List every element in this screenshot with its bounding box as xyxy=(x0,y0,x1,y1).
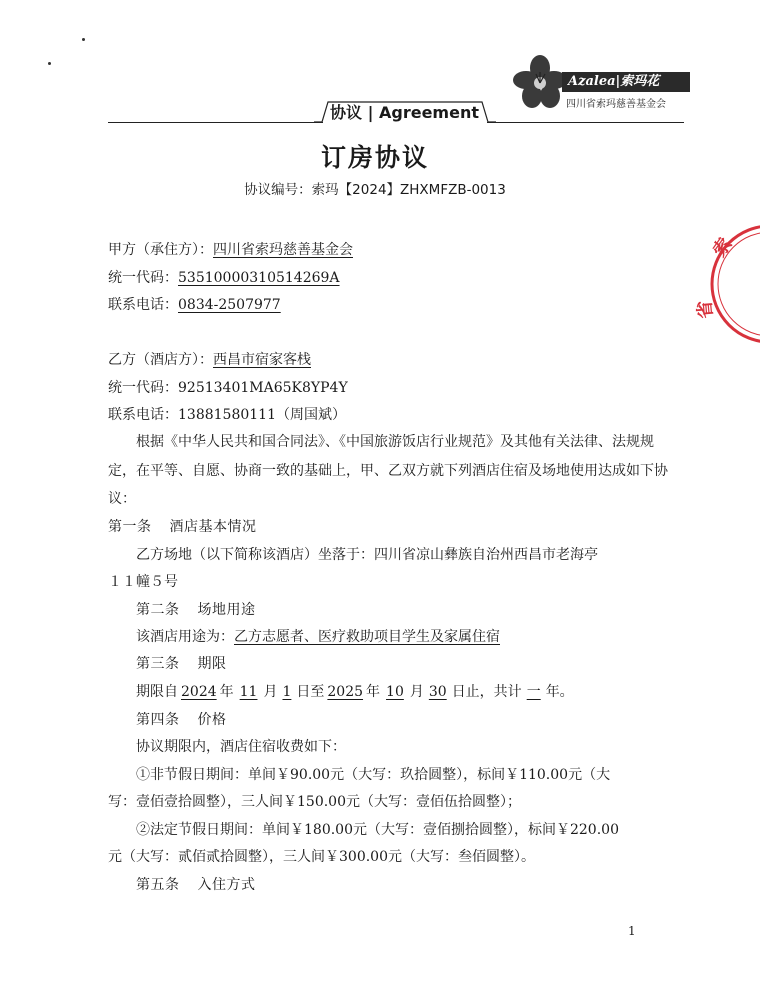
article-1-number: 第一条 xyxy=(108,519,152,535)
article-4-item-1-line-1: ①非节假日期间：单间￥90.00元（大写：玖拾圆整），标间￥110.00元（大 xyxy=(136,767,611,783)
party-a-name-value: 四川省索玛慈善基金会 xyxy=(213,242,353,258)
article-4-title: 价格 xyxy=(197,712,227,728)
term-text-year: 年 xyxy=(219,684,234,700)
party-a-code-label: 统一代码： xyxy=(108,270,178,286)
azalea-flower-icon xyxy=(510,52,570,112)
article-2-title: 场地用途 xyxy=(197,602,256,618)
article-4-number: 第四条 xyxy=(136,712,180,728)
header-tab xyxy=(314,100,496,126)
party-b-code-value: 92513401MA65K8YP4Y xyxy=(178,380,348,396)
article-4-intro: 协议期限内，酒店住宿收费如下： xyxy=(136,739,346,755)
article-1-heading xyxy=(108,517,257,537)
page-number: 1 xyxy=(628,924,636,938)
term-text-month-2: 月 xyxy=(409,684,424,700)
article-1-line-2: １１幢５号 xyxy=(108,574,178,590)
article-3-heading xyxy=(136,654,227,674)
article-4-heading xyxy=(136,710,227,730)
article-3-title: 期限 xyxy=(197,656,227,672)
svg-text:省: 省 xyxy=(694,299,717,320)
article-4-item-2-line-1: ②法定节假日期间：单间￥180.00元（大写：壹佰捌拾圆整），标间￥220.00 xyxy=(136,822,619,838)
party-a-name-label: 甲方（承住方）： xyxy=(108,242,213,258)
article-1-line-1: 乙方场地（以下简称该酒店）坐落于：四川省凉山彝族自治州西昌市老海亭 xyxy=(136,547,598,563)
party-b-name-row xyxy=(108,350,311,370)
party-a-phone-label: 联系电话： xyxy=(108,297,178,313)
article-3-text xyxy=(136,682,574,702)
party-b-phone-value: 13881580111（周国斌） xyxy=(178,407,346,423)
party-b-name-label: 乙方（酒店方）： xyxy=(108,352,213,368)
party-a-name-row xyxy=(108,240,353,260)
term-text-years: 年。 xyxy=(545,684,574,700)
foundation-logo xyxy=(510,52,690,114)
page-title: 订房协议 xyxy=(320,143,429,172)
term-start-month: 11 xyxy=(239,684,258,700)
party-b-phone-label: 联系电话： xyxy=(108,407,178,423)
term-text-from: 期限自 xyxy=(136,684,178,700)
term-start-day: 1 xyxy=(282,684,292,700)
party-b-phone-row xyxy=(108,405,346,425)
header-label: 协议 | Agreement xyxy=(330,103,479,122)
article-1-title: 酒店基本情况 xyxy=(169,519,257,535)
scan-speck xyxy=(82,38,85,41)
article-5-heading xyxy=(136,875,256,895)
party-a-phone-row xyxy=(108,295,281,315)
article-2-text-value: 乙方志愿者、医疗救助项目学生及家属住宿 xyxy=(234,629,500,645)
party-b-name-value: 西昌市宿家客栈 xyxy=(213,352,311,368)
article-2-text xyxy=(136,627,500,647)
term-end-year: 2025 xyxy=(327,684,364,700)
logo-brand-text: Azalea|索玛花 xyxy=(562,72,690,92)
article-3-number: 第三条 xyxy=(136,656,180,672)
party-a-phone-value: 0834-2507977 xyxy=(178,297,281,313)
party-a-code-value: 53510000310514269A xyxy=(178,270,340,286)
article-4-item-1-line-2: 写：壹佰壹拾圆整），三人间￥150.00元（大写：壹佰伍拾圆整）； xyxy=(108,794,521,810)
red-seal-stamp xyxy=(694,218,760,348)
article-5-title: 入住方式 xyxy=(197,877,256,893)
term-text-year-2: 年 xyxy=(366,684,381,700)
svg-text:索: 索 xyxy=(708,234,737,261)
article-2-heading xyxy=(136,600,256,620)
term-end-day: 30 xyxy=(428,684,447,700)
article-5-number: 第五条 xyxy=(136,877,180,893)
article-2-number: 第二条 xyxy=(136,602,180,618)
term-text-month: 月 xyxy=(263,684,278,700)
scan-speck xyxy=(48,62,51,65)
term-text-to: 日至 xyxy=(296,684,325,700)
article-4-item-2-line-2: 元（大写：贰佰贰拾圆整），三人间￥300.00元（大写：叁佰圆整）。 xyxy=(108,849,535,865)
party-b-code-label: 统一代码： xyxy=(108,380,178,396)
preamble-paragraph: 根据《中华人民共和国合同法》、《中国旅游饭店行业规范》及其他有关法律、法规规定，在平等、自愿、协商一致的基础上，甲、乙双方就下列酒店住宿及场地使用达成如下协议： xyxy=(108,434,668,507)
party-b-code-row xyxy=(108,378,348,398)
agreement-number: 协议编号：索玛【2024】ZHXMFZB-0013 xyxy=(244,182,506,198)
term-text-total: 日止，共计 xyxy=(451,684,522,700)
logo-org-name: 四川省索玛慈善基金会 xyxy=(566,99,666,110)
term-end-month: 10 xyxy=(386,684,404,700)
term-start-year: 2024 xyxy=(181,684,217,700)
article-2-text-prefix: 该酒店用途为： xyxy=(136,629,234,645)
term-total: 一 xyxy=(526,684,541,700)
party-a-code-row xyxy=(108,268,340,288)
